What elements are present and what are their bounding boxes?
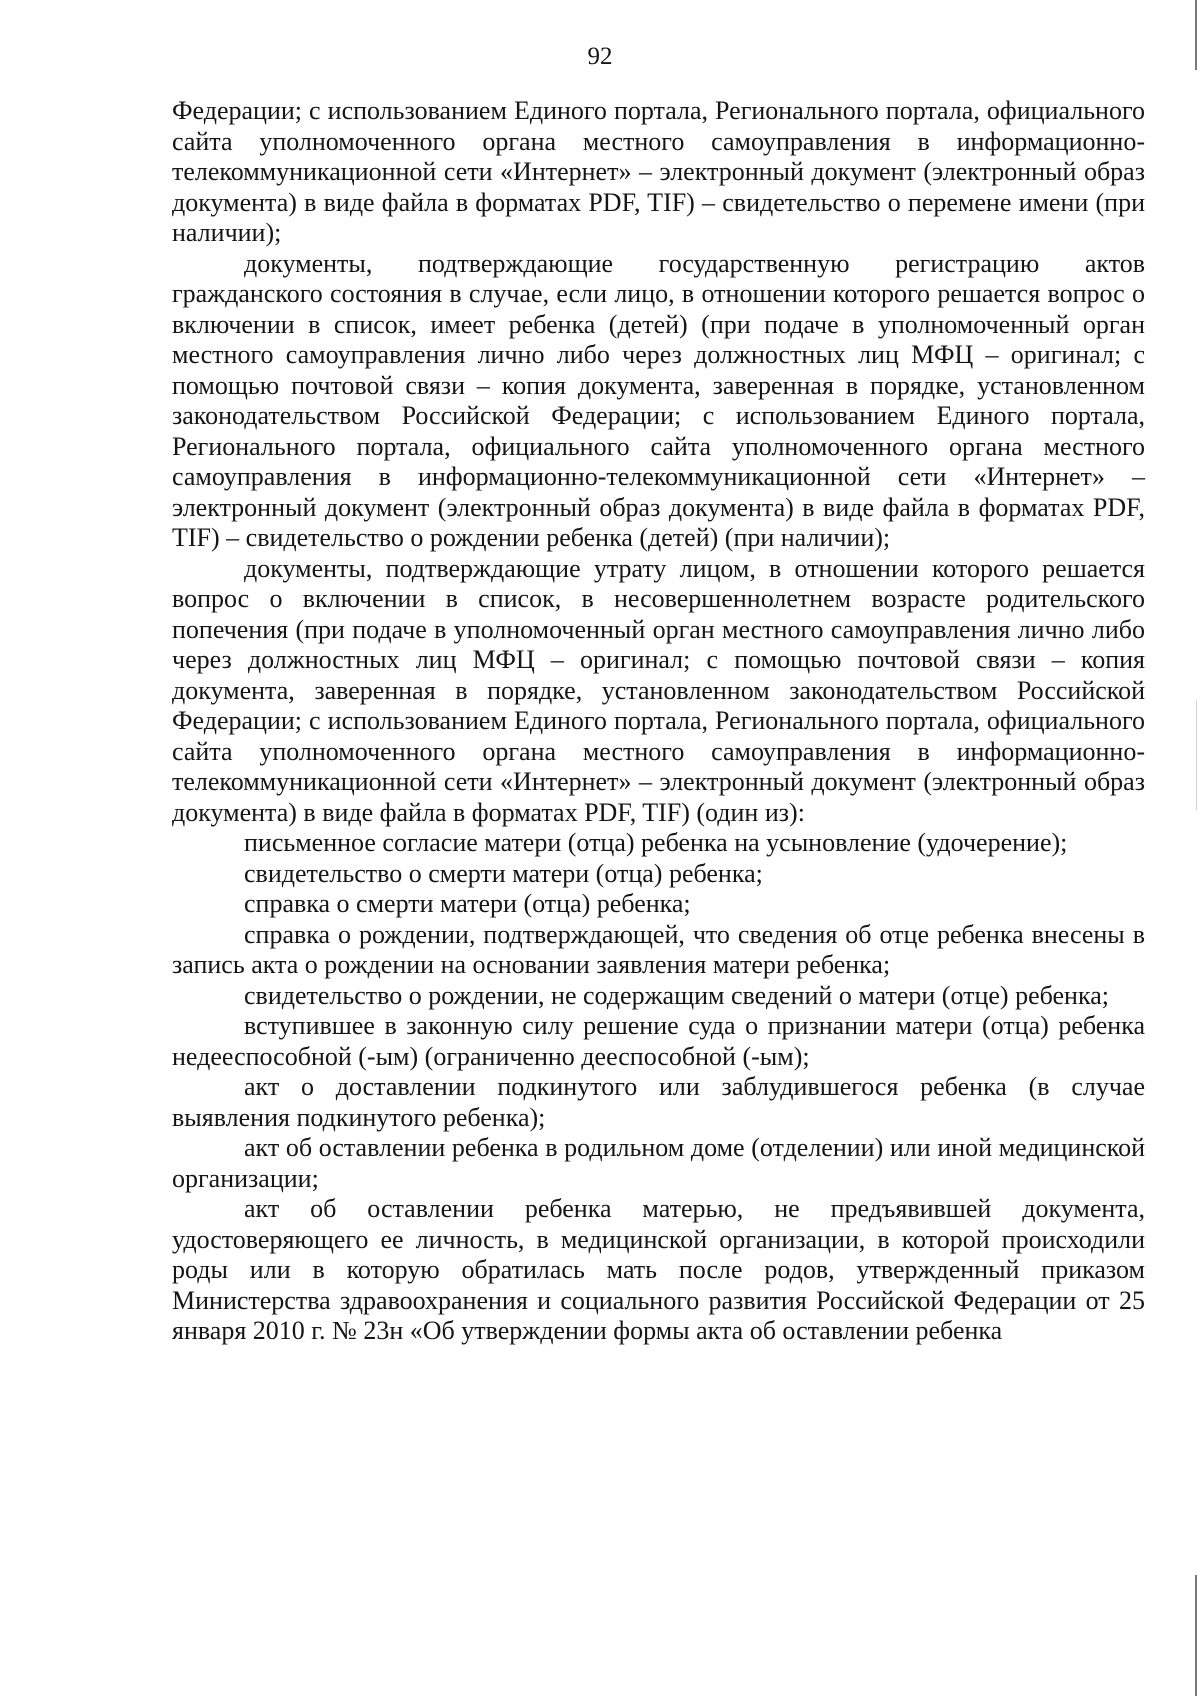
list-item-birth-certificate: свидетельство о рождении, не содержащим сведений о матери (отце) ребенка; [244,980,1109,1010]
scan-edge-mark-bottom [1195,1575,1197,1696]
scan-edge-mark-middle [1196,700,1197,810]
list-item-abandonment-act: акт об оставлении ребенка матерью, не предъявившей документа, удостоверяющего ее личность, в медицинской организации, в которой происходили роды или в которую обратилась мать после родов, утвержденный приказом Министерства здравоохранения и социального развития Российской Федерации от 25 января 2010 г. № 23н «Об утверждении формы акта об оставлении ребенка [172,1194,1145,1345]
paragraph-3: документы, подтверждающие утрату лицом, в отношении которого решается вопрос о включении в список, в несовершеннолетнем возрасте родительского попечения (при подаче в уполномоченный орган местного самоуправления лично либо через должностных лиц МФЦ – оригинал; с помощью почтовой связи – копия документа, заверенная в порядке, установленном законодательством Российской Федерации; с использованием Единого портала, Регионального портала, официального сайта уполномоченного органа местного самоуправления в информационно-телекоммуникационной сети «Интернет» – электронный документ (электронный образ документа) в виде файла в форматах PDF, TIF) (один из): [172,553,1145,827]
list-item-death-statement: справка о смерти матери (отца) ребенка; [244,889,691,918]
list-item-consent: письменное согласие матери (отца) ребенка на усыновление (удочерение); [244,828,1068,857]
list-item-court-decision: вступившее в законную силу решение суда о признании матери (отца) ребенка недееспособной (-ым) (ограниченно дееспособной (-ым); [172,1011,1145,1071]
paragraph-1: Федерации; с использованием Единого портала, Регионального портала, официального сайта уполномоченного органа местного самоуправления в информационно-телекоммуникационной сети «Интернет» – электронный документ (электронный образ документа) в виде файла в форматах PDF, TIF) – свидетельство о перемене имени (при наличии); [172,96,1145,247]
page-number: 92 [587,43,613,70]
list-item-found-child-act: акт о доставлении подкинутого или заблудившегося ребенка (в случае выявления подкинутого ребенка); [172,1072,1145,1132]
scan-edge-mark-top [1195,0,1197,70]
paragraph-2: документы, подтверждающие государственную регистрацию актов гражданского состояния в случае, если лицо, в отношении которого решается вопрос о включении в список, имеет ребенка (детей) (при подаче в уполномоченный орган местного самоуправления лично либо через должностных лиц МФЦ – оригинал; с помощью почтовой связи – копия документа, заверенная в порядке, установленном законодательством Российской Федерации; с использованием Единого портала, Регионального портала, официального сайта уполномоченного органа местного самоуправления в информационно-телекоммуникационной сети «Интернет» – электронный документ (электронный образ документа) в виде файла в форматах PDF, TIF) – свидетельство о рождении ребенка (детей) (при наличии); [172,248,1145,552]
list-item-death-certificate: свидетельство о смерти матери (отца) ребенка; [244,858,763,888]
list-item-maternity-act: акт об оставлении ребенка в родильном доме (отделении) или иной медицинской организации; [172,1133,1145,1193]
list-item-birth-statement: справка о рождении, подтверждающей, что сведения об отце ребенка внесены в запись акта о рождении на основании заявления матери ребенка; [172,919,1145,979]
document-body [172,96,1145,1347]
